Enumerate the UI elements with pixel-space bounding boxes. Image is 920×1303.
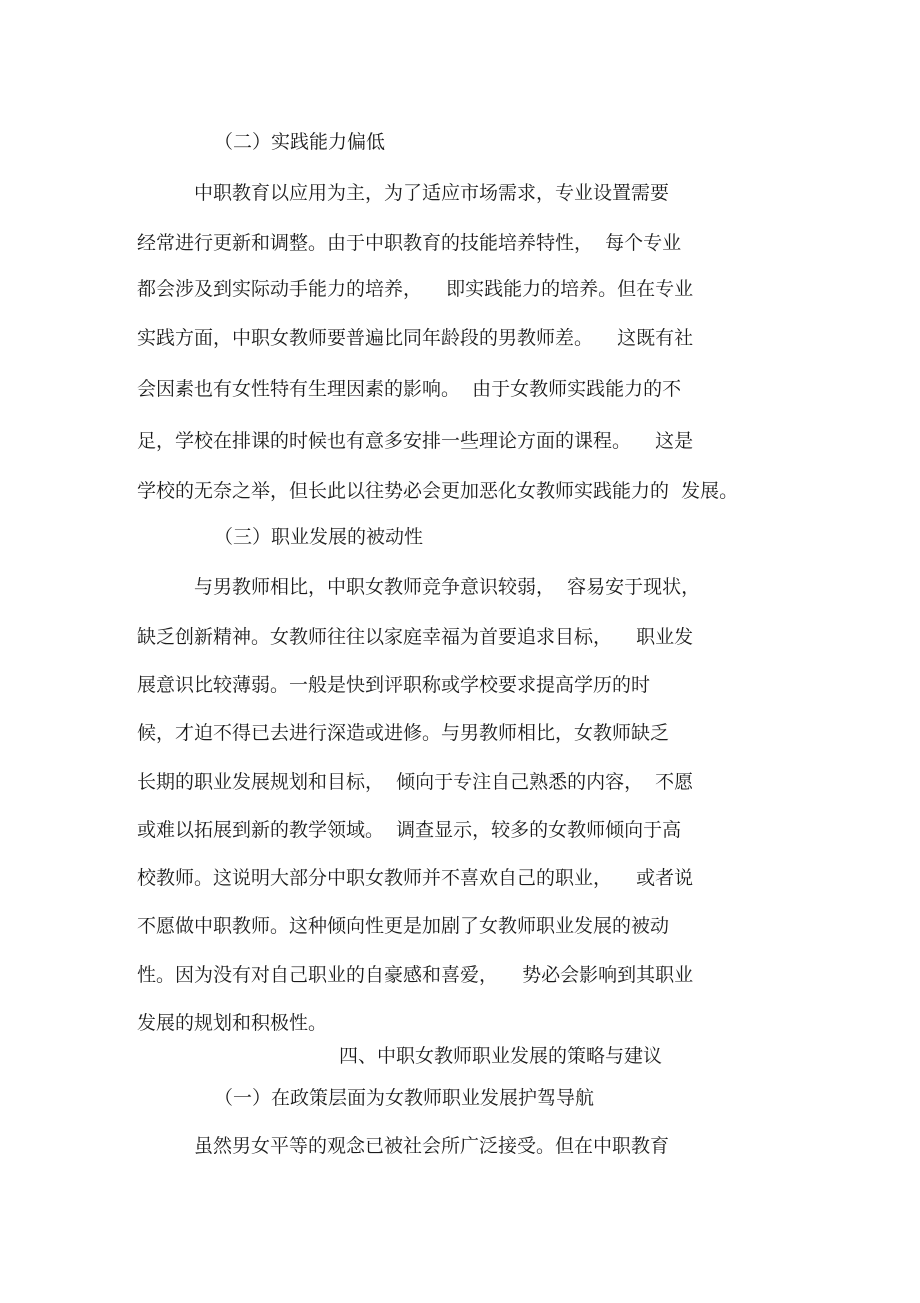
paragraph-line: 不愿做中职教师。这种倾向性更是加剧了女教师职业发展的被动	[137, 915, 670, 937]
paragraph-line: 实践方面，中职女教师要普遍比同年龄段的男教师差。 这既有社	[137, 327, 694, 349]
paragraph-line: 性。因为没有对自己职业的自豪感和喜爱， 势必会影响到其职业	[137, 964, 694, 986]
paragraph-line: 缺乏创新精神。女教师往往以家庭幸福为首要追求目标， 职业发	[137, 626, 694, 648]
paragraph-line: 展意识比较薄弱。一般是快到评职称或学校要求提高学历的时	[137, 674, 651, 696]
paragraph-line: 候，才迫不得已去进行深造或进修。与男教师相比，女教师缺乏	[137, 722, 670, 744]
paragraph-line: 或难以拓展到新的教学领域。 调查显示，较多的女教师倾向于高	[137, 819, 682, 841]
paragraph-line: 校教师。这说明大部分中职女教师并不喜欢自己的职业， 或者说	[137, 867, 694, 889]
paragraph-line: 虽然男女平等的观念已被社会所广泛接受。但在中职教育	[194, 1135, 670, 1157]
chapter-heading: 四、中职女教师职业发展的策略与建议	[339, 1045, 663, 1067]
paragraph-line: 发展的规划和积极性。	[137, 1012, 328, 1034]
paragraph-line: 都会涉及到实际动手能力的培养， 即实践能力的培养。但在专业	[137, 278, 694, 300]
paragraph-line: 与男教师相比，中职女教师竞争意识较弱， 容易安于现状，	[194, 576, 701, 598]
section-heading: （一）在政策层面为女教师职业发展护驾导航	[214, 1087, 595, 1109]
section-heading: （三）职业发展的被动性	[214, 526, 424, 548]
paragraph-line: 长期的职业发展规划和目标， 倾向于专注自己熟悉的内容， 不愿	[137, 771, 694, 793]
paragraph-line: 会因素也有女性特有生理因素的影响。 由于女教师实践能力的不	[137, 378, 682, 400]
paragraph-line: 经常进行更新和调整。由于中职教育的技能培养特性， 每个专业	[137, 232, 682, 254]
paragraph-line: 学校的无奈之举，但长此以往势必会更加恶化女教师实践能力的 发展。	[137, 480, 739, 502]
paragraph-line: 中职教育以应用为主，为了适应市场需求，专业设置需要	[194, 182, 670, 204]
paragraph-line: 足，学校在排课的时候也有意多安排一些理论方面的课程。 这是	[137, 430, 694, 452]
section-heading: （二）实践能力偏低	[214, 131, 386, 153]
